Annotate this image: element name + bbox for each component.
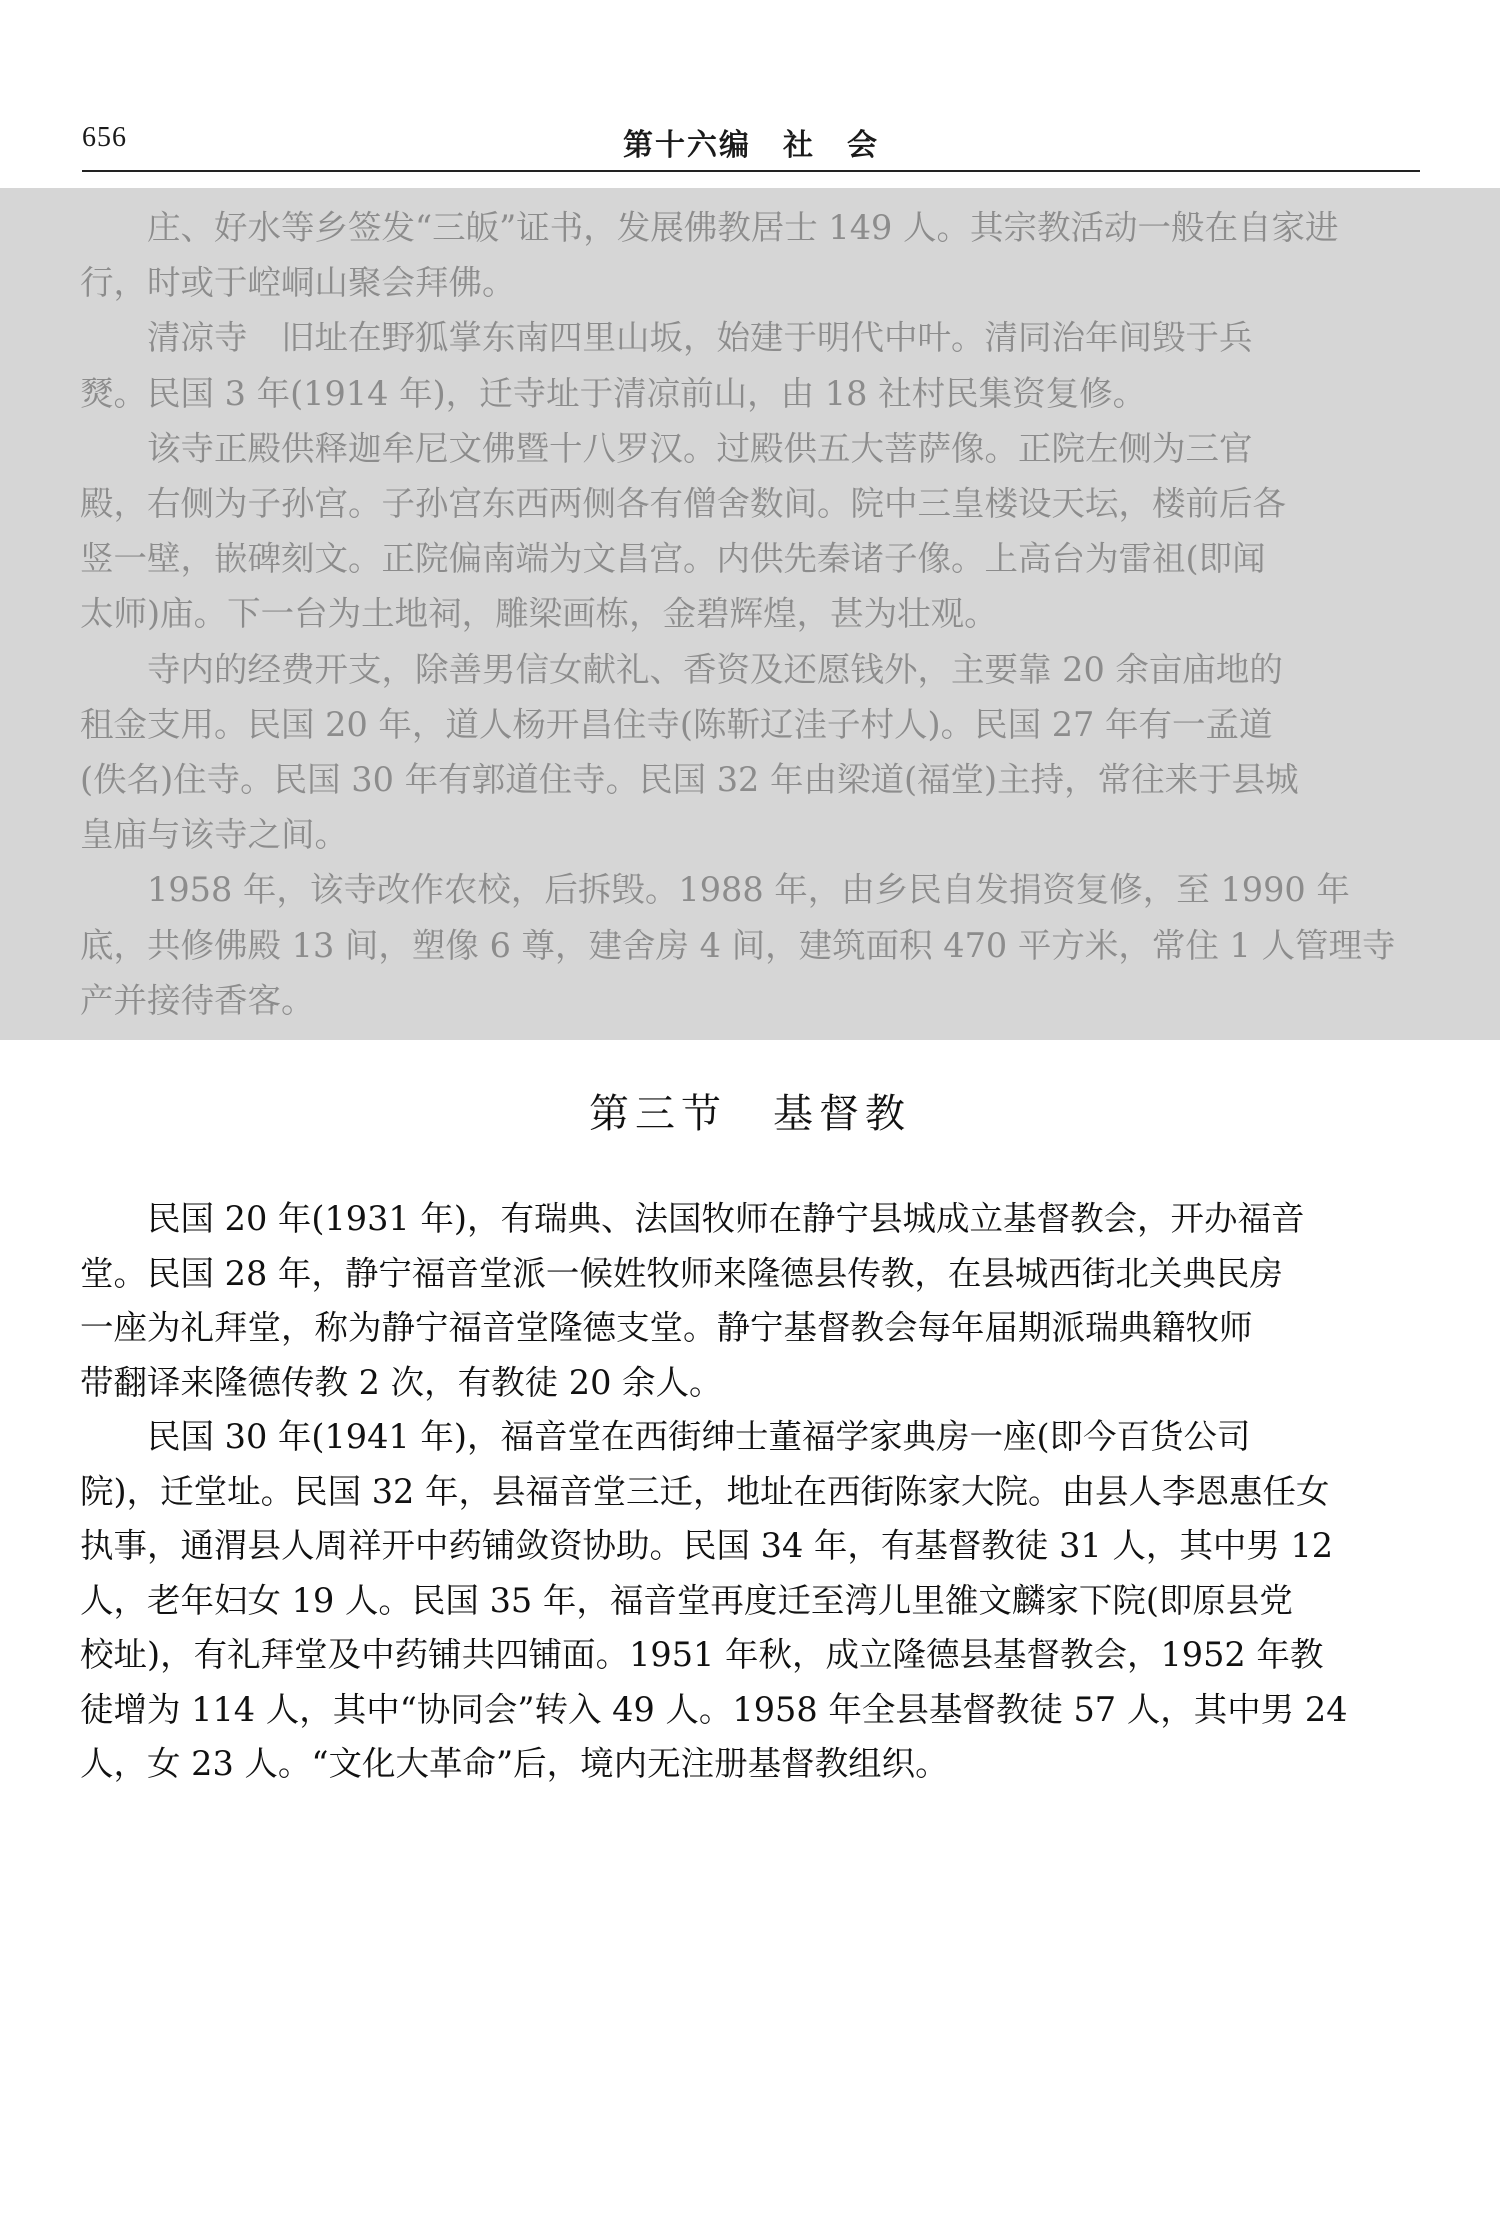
- body-line: 人，女 23 人。“文化大革命”后，境内无注册基督教组织。: [80, 1744, 949, 1783]
- excerpt-line: 底，共修佛殿 13 间，塑像 6 尊，建舍房 4 间，建筑面积 470 平方米，常住 1 人管理寺: [80, 925, 1396, 965]
- excerpt-line: 1958 年，该寺改作农校，后拆毁。1988 年，由乡民自发捐资复修，至 1990 年: [147, 870, 1350, 910]
- excerpt-line: 竖一壁，嵌碑刻文。正院偏南端为文昌宫。内供先秦诸子像。上高台为雷祖(即闻: [80, 539, 1266, 579]
- excerpt-line: 寺内的经费开支，除善男信女献礼、香资及还愿钱外，主要靠 20 余亩庙地的: [147, 649, 1283, 689]
- excerpt-line: 该寺正殿供释迦牟尼文佛暨十八罗汉。过殿供五大菩萨像。正院左侧为三官: [147, 428, 1253, 468]
- excerpt-line: 皇庙与该寺之间。: [80, 815, 348, 855]
- body-line: 校址)，有礼拜堂及中药铺共四铺面。1951 年秋，成立隆德县基督教会，1952 年教: [80, 1635, 1324, 1674]
- body-line: 民国 30 年(1941 年)，福音堂在西街绅士董福学家典房一座(即今百货公司: [147, 1417, 1251, 1456]
- body-line: 人，老年妇女 19 人。民国 35 年，福音堂再度迁至湾儿里雒文麟家下院(即原县党: [80, 1580, 1293, 1620]
- page-header: [82, 116, 1420, 176]
- header-rule: [82, 170, 1420, 172]
- excerpt-paragraph: [80, 200, 1422, 310]
- body-line: 带翻译来隆德传教 2 次，有教徒 20 余人。: [80, 1362, 723, 1402]
- body-line: 一座为礼拜堂，称为静宁福音堂隆德支堂。静宁基督教会每年届期派瑞典籍牧师: [80, 1308, 1253, 1347]
- body-line: 堂。民国 28 年，静宁福音堂派一候姓牧师来隆德县传教，在县城西街北关典民房: [80, 1253, 1283, 1293]
- shaded-excerpt: [80, 200, 1422, 1028]
- excerpt-line: 租金支用。民国 20 年，道人杨开昌住寺(陈靳辽洼子村人)。民国 27 年有一孟道: [80, 704, 1273, 744]
- body-line: 徒增为 114 人，其中“协同会”转入 49 人。1958 年全县基督教徒 57 人，其中男 24: [80, 1689, 1348, 1729]
- excerpt-paragraph: [80, 862, 1422, 1028]
- body-line: 执事，通渭县人周祥开中药铺敛资协助。民国 34 年，有基督教徒 31 人，其中男 12: [80, 1526, 1334, 1565]
- running-head: 第十六编 社 会: [623, 128, 879, 163]
- excerpt-line: (佚名)住寺。民国 30 年有郭道住寺。民国 32 年由梁道(福堂)主持，常往来于县城: [80, 760, 1299, 800]
- excerpt-line: 行，时或于崆峒山聚会拜佛。: [80, 263, 516, 303]
- excerpt-line: 燹。民国 3 年(1914 年)，迁寺址于清凉前山，由 18 社村民集资复修。: [80, 373, 1147, 413]
- excerpt-line: 产并接待香客。: [80, 980, 315, 1020]
- excerpt-paragraph: [80, 642, 1422, 863]
- excerpt-paragraph: [80, 421, 1422, 642]
- body-paragraph: [80, 1410, 1422, 1792]
- section-title: 第三节 基督教: [589, 1091, 911, 1137]
- page-number: 656: [82, 122, 127, 153]
- excerpt-line: 清凉寺 旧址在野狐掌东南四里山坂，始建于明代中叶。清同治年间毁于兵: [147, 318, 1253, 358]
- excerpt-line: 殿，右侧为子孙宫。子孙宫东西两侧各有僧舍数间。院中三皇楼设天坛，楼前后各: [80, 484, 1286, 524]
- body-line: 院)，迁堂址。民国 32 年，县福音堂三迁，地址在西街陈家大院。由县人李恩惠任女: [80, 1471, 1330, 1511]
- body-line: 民国 20 年(1931 年)，有瑞典、法国牧师在静宁县城成立基督教会，开办福音: [147, 1199, 1305, 1238]
- excerpt-paragraph: [80, 310, 1422, 420]
- excerpt-line: 太师)庙。下一台为土地祠，雕梁画栋，金碧辉煌，甚为壮观。: [80, 594, 998, 634]
- body-paragraph: [80, 1192, 1422, 1410]
- section-body: [80, 1192, 1422, 1792]
- excerpt-line: 庄、好水等乡签发“三皈”证书，发展佛教居士 149 人。其宗教活动一般在自家进: [147, 208, 1339, 247]
